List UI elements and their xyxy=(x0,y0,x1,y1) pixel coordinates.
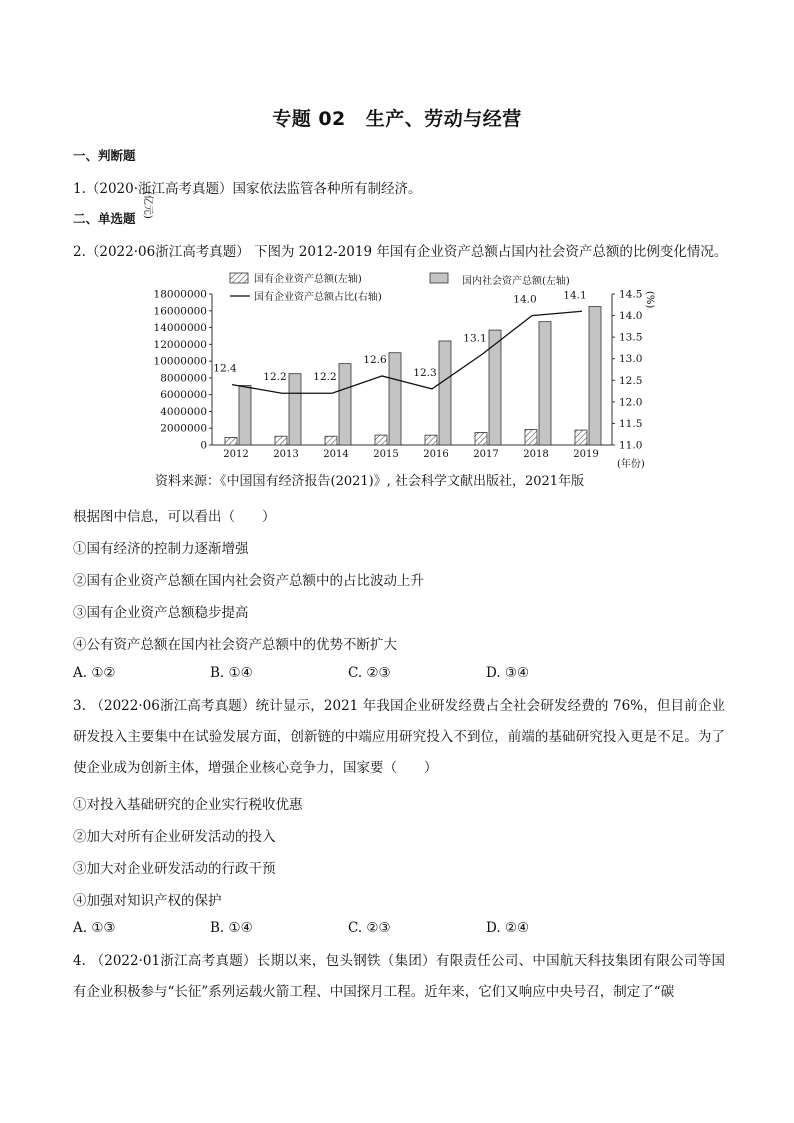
question-3-item-4: ④加强对知识产权的保护 xyxy=(73,893,222,909)
bar-state-assets xyxy=(275,436,287,445)
bar-state-assets xyxy=(375,435,387,445)
bar-social-assets xyxy=(389,353,401,445)
x-tick-label: 2016 xyxy=(423,449,449,460)
question-3-item-2: ②加大对所有企业研发活动的投入 xyxy=(73,829,276,845)
right-axis-unit: (%) xyxy=(644,291,655,309)
section-heading-single-choice: 二、单选题 xyxy=(73,211,136,226)
question-3-item-3: ③加大对企业研发活动的行政干预 xyxy=(73,861,276,877)
ratio-point-label: 12.6 xyxy=(363,353,387,366)
option-a[interactable]: A. ①③ xyxy=(73,920,116,936)
legend-swatch-social-assets xyxy=(430,273,448,283)
option-c[interactable]: C. ②③ xyxy=(348,665,391,681)
left-tick-label: 14000000 xyxy=(153,322,207,335)
option-d[interactable]: D. ②④ xyxy=(486,920,530,936)
option-a[interactable]: A. ①② xyxy=(73,665,116,681)
question-2-item-1: ①国有经济的控制力逐渐增强 xyxy=(73,541,249,557)
title-code: 专题 02 xyxy=(272,108,346,130)
left-tick-label: 2000000 xyxy=(160,422,207,435)
left-tick-label: 8000000 xyxy=(160,372,207,385)
left-tick-label: 16000000 xyxy=(153,305,207,318)
ratio-point-label: 12.2 xyxy=(263,371,287,384)
bar-social-assets xyxy=(439,341,451,445)
left-tick-label: 0 xyxy=(200,439,207,452)
bar-social-assets xyxy=(539,322,551,445)
ratio-point-label: 12.2 xyxy=(313,371,337,384)
ratio-point-label: 13.1 xyxy=(463,332,487,345)
question-1: 1.（2020·浙江高考真题）国家依法监管各种所有制经济。 xyxy=(73,181,422,197)
legend-label-social-assets: 国内社会资产总额(左轴) xyxy=(462,276,570,287)
question-2-item-2: ②国有企业资产总额在国内社会资产总额中的占比波动上升 xyxy=(73,573,424,589)
right-tick-label: 13.5 xyxy=(619,331,643,344)
x-tick-label: 2013 xyxy=(273,449,299,460)
legend-label-state-assets: 国有企业资产总额(左轴) xyxy=(254,274,362,285)
page-title xyxy=(0,104,794,131)
question-2-stem: 2.（2022·06浙江高考真题） 下图为 2012-2019 年国有企业资产总额占国内社会资产总额的比例变化情况。 xyxy=(73,244,728,260)
bar-state-assets xyxy=(325,436,337,445)
x-tick-label: 2019 xyxy=(573,449,599,460)
bar-state-assets xyxy=(475,432,487,445)
question-2-ask: 根据图中信息，可以看出（ ） xyxy=(73,509,276,525)
x-tick-label: 2014 xyxy=(323,449,349,460)
left-axis-unit: (亿元) xyxy=(142,191,153,219)
right-tick-label: 11.5 xyxy=(619,417,643,430)
question-4-stem: 4. （2022·01浙江高考真题）长期以来，包头钢铁（集团）有限责任公司、中国航天科技集团有限公司等国有企业积极参与“长征”系列运载火箭工程、中国探月工程。近年来，它们又响应中央号召，制定了“碳 xyxy=(73,953,725,1000)
legend-label-ratio: 国有企业资产总额占比(右轴) xyxy=(254,292,382,303)
question-2-item-3: ③国有企业资产总额稳步提高 xyxy=(73,605,249,621)
chart-source: 资料来源：《中国国有经济报告(2021)》, 社会科学文献出版社，2021年版 xyxy=(155,474,585,489)
section-heading-judgement: 一、判断题 xyxy=(73,148,136,163)
bar-social-assets xyxy=(239,385,251,445)
option-c[interactable]: C. ②③ xyxy=(348,920,391,936)
x-tick-label: 2018 xyxy=(523,449,549,460)
right-tick-label: 14.0 xyxy=(619,310,643,323)
right-tick-label: 11.0 xyxy=(619,439,643,452)
ratio-point-label: 12.3 xyxy=(413,366,437,379)
x-tick-label: 2012 xyxy=(223,449,249,460)
ratio-point-label: 14.1 xyxy=(563,289,587,302)
left-tick-label: 10000000 xyxy=(153,355,207,368)
bar-state-assets xyxy=(575,430,587,445)
right-tick-label: 12.5 xyxy=(619,374,643,387)
right-tick-label: 14.5 xyxy=(619,288,643,301)
left-tick-label: 4000000 xyxy=(160,405,207,418)
left-tick-label: 12000000 xyxy=(153,338,207,351)
right-tick-label: 13.0 xyxy=(619,353,643,366)
bar-social-assets xyxy=(589,307,601,445)
question-3-item-1: ①对投入基础研究的企业实行税收优惠 xyxy=(73,797,303,813)
bar-state-assets xyxy=(225,437,237,445)
x-tick-label: 2017 xyxy=(473,449,499,460)
x-tick-label: 2015 xyxy=(373,449,399,460)
question-2-item-4: ④公有资产总额在国内社会资产总额中的优势不断扩大 xyxy=(73,637,397,653)
question-3-stem: 3. （2022·06浙江高考真题）统计显示，2021 年我国企业研发经费占全社会研发经费的 76%，但目前企业研发投入主要集中在试验发展方面，创新链的中端应用研究投入不到位，前端的基础研究投入更是不足。为了使企业成为创新主体，增强企业核心竞争力，国家要（ ） xyxy=(73,698,725,776)
left-tick-label: 6000000 xyxy=(160,389,207,402)
bar-state-assets xyxy=(525,429,537,445)
x-axis-unit: (年份) xyxy=(617,459,645,470)
legend-swatch-state-assets xyxy=(230,273,248,283)
bar-state-assets xyxy=(425,435,437,445)
option-b[interactable]: B. ①④ xyxy=(210,920,253,936)
option-b[interactable]: B. ①④ xyxy=(210,665,253,681)
option-d[interactable]: D. ③④ xyxy=(486,665,530,681)
ratio-point-label: 14.0 xyxy=(513,293,537,306)
bar-social-assets xyxy=(339,364,351,445)
ratio-point-label: 12.4 xyxy=(213,362,237,375)
title-name: 生产、劳动与经营 xyxy=(365,108,522,130)
left-tick-label: 18000000 xyxy=(153,288,207,301)
right-tick-label: 12.0 xyxy=(619,396,643,409)
bar-social-assets xyxy=(289,374,301,445)
